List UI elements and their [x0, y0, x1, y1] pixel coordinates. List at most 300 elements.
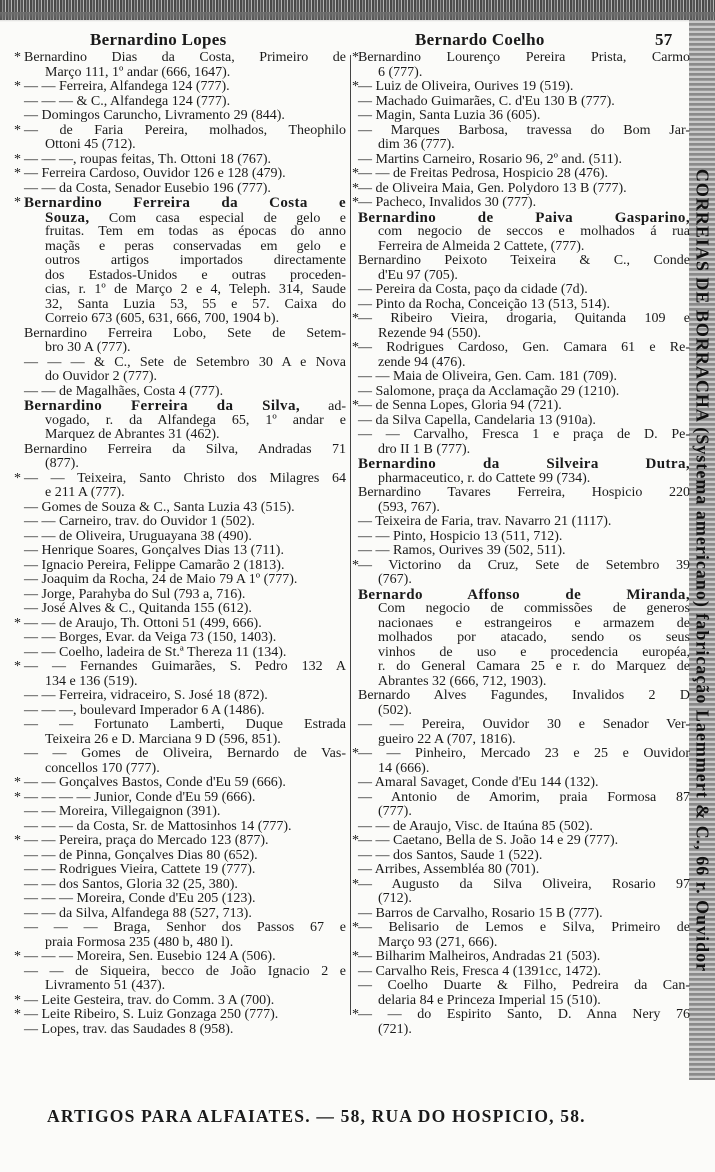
directory-entry	[350, 820, 690, 835]
directory-entry	[350, 80, 690, 95]
entry-text: 32, Santa Luzia 53, 55 e 57. Caixa do	[45, 296, 346, 312]
entry-text: — — de Siqueira, becco de João Ignacio 2 e	[24, 963, 346, 979]
entry-text: — Pinto da Rocha, Conceição 13 (513, 514).	[358, 296, 610, 312]
directory-entry	[350, 124, 690, 153]
directory-entry	[350, 414, 690, 429]
entry-line	[45, 211, 346, 226]
entry-text: — Ignacio Pereira, Felippe Camarão 2 (1813).	[24, 557, 285, 573]
entry-line	[358, 124, 690, 139]
directory-entry	[350, 921, 690, 950]
asterisk-marker: *	[352, 398, 359, 413]
entry-line	[378, 138, 690, 153]
entry-line	[24, 327, 346, 342]
directory-entry	[350, 559, 690, 588]
entry-line	[358, 283, 690, 298]
entry-text: (593, 767).	[378, 499, 440, 515]
directory-entry	[0, 1008, 350, 1023]
entry-text: Bernardino Lourenço Pereira Prista, Carmo	[358, 50, 690, 65]
entry-line	[14, 615, 346, 632]
entry-line	[352, 833, 690, 849]
asterisk-marker: *	[352, 311, 359, 326]
entry-line	[358, 370, 690, 385]
entry-line	[352, 949, 690, 965]
entry-text: Abrantes 32 (666, 712, 1903).	[378, 673, 547, 689]
entry-text: — Jorge, Parahyba do Sul (793 a, 716).	[24, 586, 246, 602]
entry-line	[358, 588, 690, 603]
entry-line	[24, 689, 346, 704]
directory-entry	[0, 167, 350, 182]
entry-text: — Joaquim da Rocha, 24 de Maio 79 A 1º (777).	[24, 572, 298, 587]
entry-name-bold: Souza,	[45, 209, 90, 226]
entry-text: concellos 170 (777).	[45, 760, 160, 776]
entry-line	[14, 1007, 346, 1023]
entry-text: — Augusto da Silva Oliveira, Rosario 97	[358, 876, 690, 892]
directory-entry	[0, 573, 350, 588]
asterisk-marker: *	[352, 166, 359, 181]
entry-line	[378, 762, 690, 777]
entry-line	[14, 833, 346, 849]
entry-line	[14, 992, 346, 1009]
entry-text: Bernardo Alves Fagundes, Invalidos 2 D	[358, 688, 690, 703]
asterisk-marker: *	[14, 50, 21, 65]
directory-entry	[350, 399, 690, 414]
entry-text: — Arribes, Assembléa 80 (701).	[358, 862, 540, 877]
entry-text: — de Oliveira Maia, Gen. Polydoro 13 B (777).	[358, 180, 627, 196]
entry-line	[45, 675, 346, 690]
directory-column-right	[350, 51, 690, 1037]
directory-entry	[0, 892, 350, 907]
directory-entry	[0, 646, 350, 661]
entry-line	[24, 109, 346, 124]
entry-line	[14, 166, 346, 182]
directory-entry	[0, 660, 350, 689]
directory-entry	[0, 747, 350, 776]
entry-line	[378, 936, 690, 951]
asterisk-marker: *	[14, 1007, 21, 1022]
entry-text: — — Carvalho, Fresca 1 e praça de D. Pe-	[358, 427, 690, 442]
entry-text: — — da Costa, Senador Eusebio 196 (777).	[24, 180, 271, 196]
asterisk-marker: *	[352, 195, 359, 210]
directory-entry	[350, 95, 690, 110]
directory-entry	[0, 530, 350, 545]
entry-text: — — — Moreira, Sen. Eusebio 124 A (506).	[24, 949, 276, 964]
directory-entry	[0, 95, 350, 110]
entry-line	[358, 414, 690, 429]
directory-entry	[0, 907, 350, 922]
entry-text: molhados por atacado, sendo os seus	[378, 630, 690, 645]
entry-text: — — — Braga, Senhor dos Passos 67 e	[24, 920, 346, 935]
entry-text: (712).	[378, 891, 412, 906]
entry-line	[24, 356, 346, 371]
entry-text: vogado, r. da Alfandega 65, 1º andar e	[45, 412, 346, 428]
entry-text: Marquez de Abrantes 31 (462).	[45, 427, 220, 442]
entry-text: (721).	[378, 1021, 412, 1037]
entry-text: — — dos Santos, Saude 1 (522).	[358, 847, 543, 863]
entry-text: Bernardino Ferreira da Silva, Andradas 71	[24, 441, 346, 457]
asterisk-marker: *	[352, 876, 359, 892]
entry-line	[24, 501, 346, 516]
running-head-left: Bernardino Lopes	[90, 30, 227, 49]
directory-entry	[350, 283, 690, 298]
entry-line	[24, 747, 346, 762]
entry-text: ad-	[300, 399, 346, 414]
entry-line	[24, 805, 346, 820]
entry-text: — de Faria Pereira, molhados, Theophilo	[24, 122, 346, 138]
entry-line	[378, 225, 690, 240]
entry-line	[358, 965, 690, 980]
directory-entry	[0, 196, 350, 327]
entry-text: cias, r. 1º de Março 2 e 4, Teleph. 314, Saude	[45, 282, 346, 297]
directory-entry	[350, 341, 690, 370]
directory-entry	[0, 443, 350, 472]
entry-line	[358, 211, 690, 226]
entry-line	[352, 311, 690, 327]
entry-line	[14, 659, 346, 675]
entry-text: — — — & C., Sete de Setembro 30 A e Nova	[24, 354, 346, 370]
entry-line	[24, 515, 346, 530]
entry-line	[378, 356, 690, 371]
entry-line	[24, 878, 346, 893]
entry-line	[378, 660, 690, 675]
directory-entry	[0, 51, 350, 80]
entry-text: maçãs e peras conservadas em gelo e	[45, 238, 346, 254]
entry-line	[358, 863, 690, 878]
entry-text: zende 94 (476).	[378, 354, 466, 370]
entry-text: — Machado Guimarães, C. d'Eu 130 B (777).	[358, 93, 615, 109]
entry-line	[45, 762, 346, 777]
asterisk-marker: *	[14, 789, 21, 805]
asterisk-marker: *	[14, 79, 21, 94]
asterisk-marker: *	[14, 195, 21, 210]
entry-line	[358, 254, 690, 269]
entry-text: — — Coelho, ladeira de St.ª Thereza 11 (134).	[24, 644, 287, 660]
directory-entry	[350, 298, 690, 313]
asterisk-marker: *	[352, 949, 359, 964]
entry-name-bold: Bernardino de Paiva Gasparino,	[358, 209, 690, 226]
entry-text: — Marques Barbosa, travessa do Bom Jar-	[358, 122, 690, 138]
entry-text: — — Ferreira, Alfandega 124 (777).	[24, 79, 230, 94]
directory-entry	[0, 559, 350, 574]
entry-text: bro 30 A (777).	[45, 340, 131, 355]
directory-entry	[0, 689, 350, 704]
entry-text: — — Gonçalves Bastos, Conde d'Eu 59 (666).	[24, 775, 286, 790]
entry-line	[24, 718, 346, 733]
entry-line	[358, 849, 690, 864]
entry-line	[352, 50, 690, 66]
entry-line	[358, 791, 690, 806]
directory-entry	[0, 124, 350, 153]
directory-entry	[350, 182, 690, 197]
entry-line	[358, 530, 690, 545]
entry-line	[45, 283, 346, 298]
entry-line	[358, 95, 690, 110]
entry-text: — — de Magalhães, Costa 4 (777).	[24, 383, 224, 399]
asterisk-marker: *	[352, 340, 359, 355]
entry-line	[45, 428, 346, 443]
entry-text: — — —, roupas feitas, Th. Ottoni 18 (767).	[24, 151, 272, 167]
entry-text: — — Carneiro, trav. do Ouvidor 1 (502).	[24, 514, 255, 529]
entry-text: Março 93 (271, 666).	[378, 934, 498, 950]
directory-entry	[350, 312, 690, 341]
asterisk-marker: *	[352, 746, 359, 761]
directory-entry	[0, 501, 350, 516]
directory-entry	[350, 167, 690, 182]
directory-entry	[0, 544, 350, 559]
entry-line	[378, 1023, 690, 1038]
entry-line	[378, 675, 690, 690]
entry-text: — Leite Gesteira, trav. do Comm. 3 A (700).	[24, 992, 275, 1008]
directory-entry	[0, 791, 350, 806]
entry-line	[45, 66, 346, 81]
directory-entry	[350, 950, 690, 965]
entry-line	[352, 876, 690, 893]
directory-entry	[350, 196, 690, 211]
entry-line	[24, 631, 346, 646]
entry-text: — — Pereira, praça do Mercado 123 (877).	[24, 833, 269, 848]
directory-entry	[0, 617, 350, 632]
entry-line	[358, 298, 690, 313]
entry-line	[378, 733, 690, 748]
entry-text: dro II 1 B (777).	[378, 441, 471, 457]
directory-entry	[0, 472, 350, 501]
entry-line	[45, 414, 346, 429]
entry-line	[24, 892, 346, 907]
entry-text: Ottoni 45 (712).	[45, 137, 136, 152]
directory-entry	[350, 370, 690, 385]
entry-line	[378, 472, 690, 487]
entry-line	[45, 298, 346, 313]
directory-entry	[0, 515, 350, 530]
entry-line	[352, 746, 690, 762]
entry-text: — — da Silva, Alfandega 88 (527, 713).	[24, 905, 252, 921]
entry-text: (877).	[45, 456, 79, 471]
entry-text: Livramento 51 (437).	[45, 978, 166, 993]
entry-text: — — Pereira, Ouvidor 30 e Senador Ver-	[358, 717, 690, 732]
entry-text: — Domingos Caruncho, Livramento 29 (844).	[24, 108, 285, 123]
entry-line	[45, 341, 346, 356]
directory-entry	[0, 153, 350, 168]
entry-text: — — do Espirito Santo, D. Anna Nery 76	[358, 1007, 690, 1022]
entry-line	[358, 820, 690, 835]
directory-entry	[0, 327, 350, 356]
entry-text: — da Silva Capella, Candelaria 13 (910a).	[358, 412, 596, 428]
entry-line	[24, 95, 346, 110]
entry-line	[24, 907, 346, 922]
entry-text: — Barros de Carvalho, Rosario 15 B (777).	[358, 905, 603, 921]
entry-line	[24, 399, 346, 414]
entry-text: — — Fernandes Guimarães, S. Pedro 132 A	[24, 659, 346, 674]
entry-line	[378, 646, 690, 661]
directory-entry	[350, 254, 690, 283]
directory-entry	[350, 211, 690, 255]
entry-text: — Ferreira Cardoso, Ouvidor 126 e 128 (479).	[24, 166, 286, 181]
entry-line	[378, 892, 690, 907]
entry-line	[24, 544, 346, 559]
entry-text: — — — da Costa, Sr. de Mattosinhos 14 (777).	[24, 818, 292, 834]
entry-text: vinhos de uso e procedencia européa,	[378, 644, 690, 660]
entry-text: d'Eu 97 (705).	[378, 267, 458, 283]
entry-text: — Leite Ribeiro, S. Luiz Gonzaga 250 (777).	[24, 1007, 279, 1022]
directory-entry	[0, 385, 350, 400]
directory-entry	[0, 631, 350, 646]
entry-name-bold: Bernardino Ferreira da Silva,	[24, 398, 300, 414]
entry-text: — — Maia de Oliveira, Gen. Cam. 181 (709).	[358, 369, 617, 384]
entry-line	[358, 689, 690, 704]
scan-noise-top	[0, 0, 715, 20]
entry-line	[378, 805, 690, 820]
entry-line	[24, 863, 346, 878]
entry-line	[358, 457, 690, 472]
entry-line	[358, 109, 690, 124]
entry-text: Correio 673 (605, 631, 666, 700, 1904 b).	[45, 311, 280, 326]
entry-line	[24, 1023, 346, 1038]
running-head-right: Bernardo Coelho	[415, 30, 545, 49]
entry-line	[24, 559, 346, 574]
entry-text: outros artigos importados directamente	[45, 253, 346, 268]
entry-text: — — Teixeira, Santo Christo dos Milagres 64	[24, 470, 346, 486]
entry-line	[352, 1007, 690, 1023]
directory-entry	[350, 385, 690, 400]
entry-line	[24, 849, 346, 864]
asterisk-marker: *	[352, 1007, 359, 1022]
directory-entry	[0, 965, 350, 994]
entry-text: — Carvalho Reis, Fresca 4 (1391cc, 1472).	[358, 963, 601, 979]
directory-entry	[350, 747, 690, 776]
directory-entry	[0, 805, 350, 820]
entry-line	[24, 602, 346, 617]
entry-text: nacionaes e estrangeiros e armazem de	[378, 615, 690, 631]
entry-text: — — Moreira, Villegaignon (391).	[24, 804, 221, 819]
entry-line	[24, 182, 346, 197]
entry-text: — — Borges, Evar. da Veiga 73 (150, 1403).	[24, 630, 277, 645]
entry-text: Março 111, 1º andar (666, 1647).	[45, 64, 231, 80]
entry-text: — — de Araujo, Visc. de Itaúna 85 (502).	[358, 818, 593, 834]
directory-entry	[350, 1008, 690, 1037]
entry-text: fruitas. Tem em todas as épocas do anno	[45, 224, 346, 239]
entry-text: Rezende 94 (550).	[378, 325, 482, 341]
entry-text: — — Ramos, Ourives 39 (502, 511).	[358, 543, 566, 558]
entry-text: — — dos Santos, Gloria 32 (25, 380).	[24, 876, 238, 892]
asterisk-marker: *	[14, 122, 21, 138]
entry-text: — Amaral Savaget, Conde d'Eu 144 (132).	[358, 775, 599, 790]
entry-line	[358, 907, 690, 922]
entry-line	[45, 486, 346, 501]
entry-line	[14, 775, 346, 791]
entry-line	[378, 327, 690, 342]
asterisk-marker: *	[14, 166, 21, 181]
directory-entry	[0, 921, 350, 950]
directory-entry	[0, 356, 350, 385]
directory-entry	[350, 530, 690, 545]
entry-line	[358, 153, 690, 168]
entry-text: — Salomone, praça da Acclamação 29 (1210).	[358, 383, 620, 399]
directory-entry	[0, 80, 350, 95]
directory-entry	[350, 109, 690, 124]
entry-text: — — de Oliveira, Uruguayana 38 (490).	[24, 528, 252, 544]
entry-text: — — — & C., Alfandega 124 (777).	[24, 93, 231, 109]
entry-line	[24, 704, 346, 719]
page-number: 57	[655, 30, 673, 49]
entry-text: — Gomes de Souza & C., Santa Luzia 43 (515).	[24, 499, 295, 515]
entry-text: — Henrique Soares, Gonçalves Dias 13 (711).	[24, 543, 284, 558]
entry-name-bold: Bernardo Affonso de Miranda,	[358, 586, 690, 603]
footer-advertisement: ARTIGOS PARA ALFAIATES. — 58, RUA DO HOSPICIO, 58.	[47, 1106, 586, 1126]
entry-line	[358, 428, 690, 443]
asterisk-marker: *	[352, 920, 359, 935]
entry-line	[24, 588, 346, 603]
directory-entry	[350, 689, 690, 718]
directory-entry	[350, 457, 690, 486]
entry-line	[14, 122, 346, 139]
entry-line	[378, 443, 690, 458]
entry-line	[358, 776, 690, 791]
entry-line	[378, 704, 690, 719]
directory-entry	[350, 979, 690, 1008]
directory-entry	[0, 878, 350, 893]
entry-text: — — Caetano, Bella de S. João 14 e 29 (777).	[358, 833, 619, 848]
asterisk-marker: *	[14, 775, 21, 790]
directory-entry	[0, 182, 350, 197]
entry-text: 134 e 136 (519).	[45, 673, 138, 689]
entry-line	[45, 240, 346, 255]
directory-entry	[0, 834, 350, 849]
entry-text: — — — — Junior, Conde d'Eu 59 (666).	[24, 789, 256, 805]
entry-line	[358, 544, 690, 559]
entry-text: — Luiz de Oliveira, Ourives 19 (519).	[358, 79, 574, 94]
entry-line	[14, 195, 346, 211]
asterisk-marker: *	[14, 615, 21, 631]
entry-line	[352, 398, 690, 414]
entry-line	[14, 151, 346, 168]
entry-line	[24, 921, 346, 936]
asterisk-marker: *	[352, 79, 359, 94]
entry-text: pharmaceutico, r. do Cattete 99 (734).	[378, 470, 591, 486]
entry-line	[358, 385, 690, 400]
entry-line	[24, 965, 346, 980]
directory-entry	[350, 718, 690, 747]
entry-line	[14, 789, 346, 806]
entry-line	[358, 486, 690, 501]
entry-text: — Antonio de Amorim, praia Formosa 87	[358, 789, 690, 805]
directory-entry	[0, 994, 350, 1009]
entry-text: — — Pinheiro, Mercado 23 e 25 e Ouvidor	[358, 746, 690, 761]
directory-entry	[350, 965, 690, 980]
entry-text: — Rodrigues Cardoso, Gen. Camara 61 e Re-	[358, 340, 690, 355]
directory-entry	[350, 588, 690, 690]
entry-line	[358, 979, 690, 994]
directory-entry	[350, 51, 690, 80]
entry-line	[358, 718, 690, 733]
entry-line	[45, 733, 346, 748]
entry-text: 6 (777).	[378, 64, 423, 80]
entry-line	[352, 166, 690, 182]
entry-text: — Teixeira de Faria, trav. Navarro 21 (1117).	[358, 514, 612, 529]
entry-line	[378, 617, 690, 632]
entry-text: — — de Pinna, Gonçalves Dias 80 (652).	[24, 847, 258, 863]
directory-entry	[0, 776, 350, 791]
entry-line	[45, 457, 346, 472]
entry-line	[24, 646, 346, 661]
entry-text: — — Rodrigues Vieira, Cattete 19 (777).	[24, 862, 256, 877]
entry-text: Bernardino Ferreira Lobo, Sete de Setem-	[24, 325, 346, 341]
entry-line	[14, 79, 346, 95]
entry-text: gueiro 22 A (707, 1816).	[378, 731, 516, 747]
entry-text: — Pacheco, Invalidos 30 (777).	[358, 195, 537, 210]
directory-entry	[0, 718, 350, 747]
entry-line	[45, 269, 346, 284]
entry-line	[24, 820, 346, 835]
entry-line	[352, 180, 690, 197]
